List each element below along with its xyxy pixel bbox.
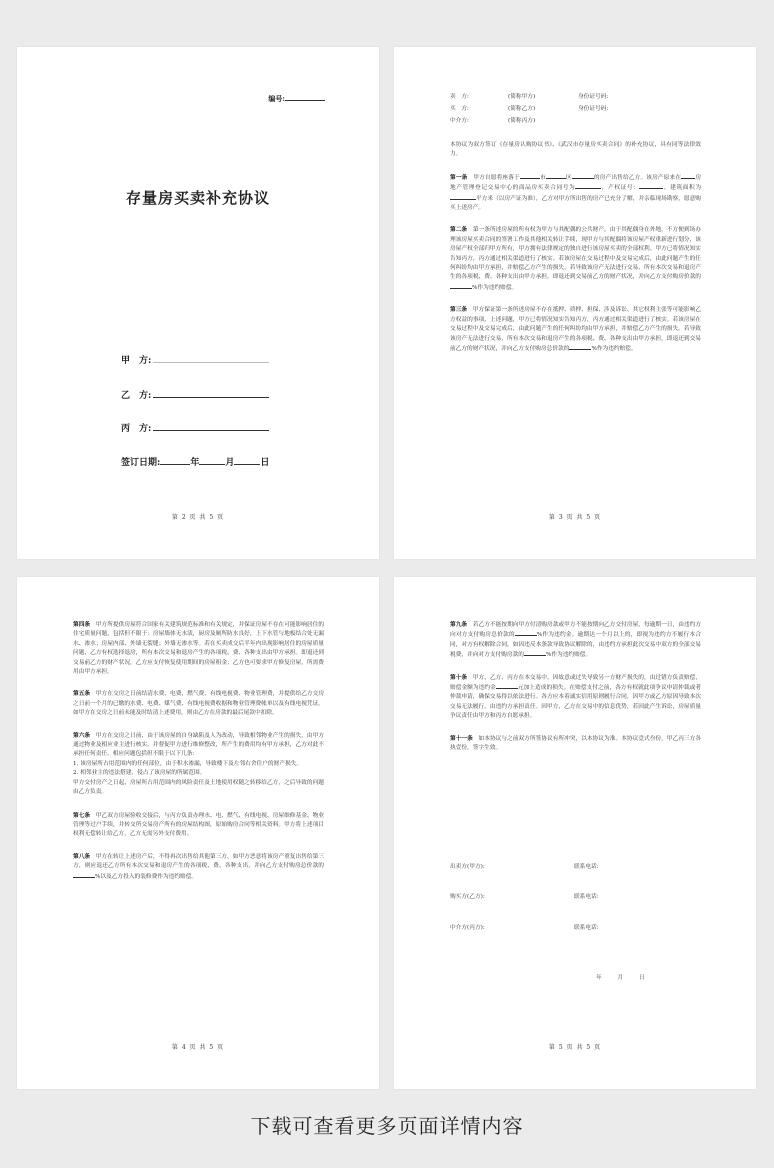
- number-underline: [285, 93, 325, 101]
- contract-number: 编号:: [268, 93, 325, 104]
- page-4-body: [73, 621, 324, 895]
- document-page-4: [17, 577, 379, 1089]
- parties-header: [450, 91, 701, 127]
- article-11: 第十一条 如本协议与之前双方所签协议有所冲突，以本协议为准。本协议壹式叁份，甲乙丙三方各执壹份，签字生效。: [450, 735, 702, 752]
- party-c-underline: [153, 421, 269, 431]
- party-c-field: 丙 方:: [121, 421, 269, 434]
- article-5: 第五条 甲方在交房之日前结清水费、电费、燃气费、有线电视费、物业管理费，并提供给乙方交房之日前一个月的已缴的水费、电费、煤气费、有线电视费收据和物业管理费帐单以及有线电视凭证。如甲方在交房之日前未能及时结清上述费用，则由乙方在房款的最后尾款中扣除。: [73, 691, 325, 717]
- header-row-agent: 中介方: (简称丙方): [450, 118, 536, 124]
- party-a-field: 甲 方:: [121, 353, 269, 366]
- document-title: 存量房买卖补充协议: [125, 189, 270, 207]
- article-2: 第二条 第一条所述房屋的所有权为甲方与其配偶的公共财产，由于其配偶身在外地，不方便到场办理该房屋买卖合同的签署工作及其他相关转让手续，现甲方与其配偶将该房屋产权重新进行划分，该房屋产权全部归甲方所有，甲方拥有法律规定的独自进行该房屋买卖的全部权利。甲方已将情况知实告知丙方，丙方通过相关渠道进行了核实。若该房屋在交易过程中及交易完成后，由此问题产生的任何纠纷均由甲方承担，并赔偿乙方产生的损失。若导致该房产无法进行交易，所有本次交易和退房产生的各项税、费、各种支出由甲方承担，即退还到交易前乙方的财产状况，并向乙方支付购房价款的%作为违约赔偿。: [450, 227, 702, 291]
- download-caption: 下载可查看更多页面详情内容: [250, 1114, 524, 1138]
- article-10: 第十条 甲方、乙方、丙方在本交易中，因故意或过失导致另一方财产损失的，由过错方负责赔偿，赔偿金额为违约金 元加上造成的损失。在赔偿支付之前，各方有权就此项争议申请仲裁或者仲裁申请，确保交易得以依法进行。各方应本着诚实信用原则履行合同，因甲方或乙方原因导致本次交易无法履行，由违约方承担责任。因甲方、乙方在交易中的信息优势，若因此产生诉讼，房屋质量争议责任由甲方和丙方自愿承担。: [450, 674, 702, 720]
- intro-paragraph: 本协议为双方签订《存量房认购协议书》、《武汉市存量房买卖合同》的补充协议，具有同等法律效力。: [450, 142, 701, 158]
- page-footer: 第 4 页 共 5 页: [171, 1044, 225, 1051]
- article-3: 第三条 甲方保证第一条所述房屋不存在抵押、质押、担保、涉及诉讼、其它权利主张等可能影响乙方权益的事项，上述问题，甲方已将情况知实告知丙方，丙方通过相关渠道进行了核实。若该房屋在交易过程中及交易完成后，由此问题产生的任何纠纷均由甲方承担，并赔偿乙方产生的损失。若导致该房产无法进行交易，所有本次交易和退房产生的各项税、费、各种支出由甲方承担，即退还到交易前乙方的财产状况，并向乙方支付购房总价款的 %作为违约赔偿。: [450, 307, 702, 352]
- article-7: 第七条 甲乙双方房屋验收交接后，与丙方负责办理水、电、燃气、有线电视、房屋维修基金、物业管理等过户手续，并转交所交易房产所有的房屋结构图，原始购房合同等相关资料。甲方将上述项目权利无偿转让给乙方，乙方无需另外支付费用。: [73, 812, 325, 838]
- header-row-buyer: 买 方: (简称乙方) 身份证号码:: [450, 106, 609, 112]
- page-footer: 第 5 页 共 5 页: [548, 1044, 602, 1051]
- signature-row-agent: 中介方(丙方): 联系电话:: [450, 925, 599, 931]
- party-a-underline: [153, 353, 269, 363]
- page-footer: 第 3 页 共 5 页: [548, 514, 602, 521]
- article-1: 第一条 甲方自愿将座落于 市 区 的房产出售给乙方。该房产原来在 房地产管理登记交易中心的商品房买卖合同号为 ，产权证号： ，建筑面积为平方米（以房产证为准），乙方对甲方所出售的房产已充分了解，并亲临现场勘察，愿意购买上述房产。: [450, 174, 702, 212]
- signature-row-buyer: 购买方(乙方): 联系电话:: [450, 894, 599, 900]
- header-row-seller: 卖 方: (简称甲方) 身份证号码:: [450, 94, 609, 100]
- party-b-field: 乙 方:: [121, 388, 269, 401]
- article-9: 第九条 若乙方不能按期向甲方付清购房款或甲方不能按期向乙方交付房屋，每逾期一日，由违约方向对方支付购房总价款的 %作为违约金。逾期达一个月以上的，即视为违约方不履行本合同，对方有权解除合同，如因违反本条款导致协议解除的，由违约方承担此次交易中双方的全部交易税费，并向对方支付购房款的 %作为违约赔偿。: [450, 622, 702, 659]
- signature-row-seller: 出卖方(甲方): 联系电话:: [450, 864, 599, 870]
- sign-date-field: 签订日期: 年 月 日: [121, 455, 269, 468]
- page-5-body: [450, 621, 701, 766]
- document-page-5: [394, 577, 756, 1089]
- article-6: 第六条 甲方在交房之日前，由于该房屋的自身缺陷及人为改动，导致相邻物业产生的损失，由甲方通过物业及相应业主进行核实，并督促甲方进行维修整改，所产生的费用均有甲方承担，乙方对此不承担任何责任。相应问题包括但不限于以下几条： 1. 该房屋所占用范围内的任何部位，由于积水渗漏，导致楼下及左邻右舍住户的财产损失。 2. 相邻业主的违法搭建，侵占了该房屋的所属范围。 甲方交付房产之日起，房屋所占用范围内的风险责任及土地使用权随之转移给乙方，之后导致的问题由乙方负责。: [73, 732, 325, 796]
- document-page-3: [394, 47, 756, 559]
- page-footer: 第 2 页 共 5 页: [171, 514, 225, 521]
- page-3-body: [450, 91, 701, 367]
- document-page-2: [17, 47, 379, 559]
- article-4: 第四条 甲方所提供房屋符合国家有关建筑规范标准和有关规定，并保证房屋不存在可能影响居住的住宅质量问题，包括但不限于：房屋墙体无水渍，厨房及厕所防水良好，上下水管与地板结合处无漏水、渗水；房屋内部、外墙无裂缝；外墙无渗水等。若在买卖成交后半年内出现影响居住的房屋质量问题，乙方有权选择退房，所有本次交易和退房产生的各项税、费、各种支出由甲方承担。即退还到交易前乙方的财产状况，乙方应支付恢复使用期间的房屋租金；乙方也可要求甲方修复房屋，所需费用由甲方承担。: [73, 622, 325, 676]
- article-8: 第八条 甲方在转让上述房产后，不得再次出售给其他第三方，如甲方恶意将该房产重复出售给第三方，则应退还乙方所有本次交易和退房产生的各项税、费、各种支出，并向乙方支付购房总价款的%以及乙方投入的装修费作为违约赔偿。: [73, 853, 325, 880]
- signature-date: 年 月 日: [596, 975, 645, 981]
- party-b-underline: [153, 388, 269, 398]
